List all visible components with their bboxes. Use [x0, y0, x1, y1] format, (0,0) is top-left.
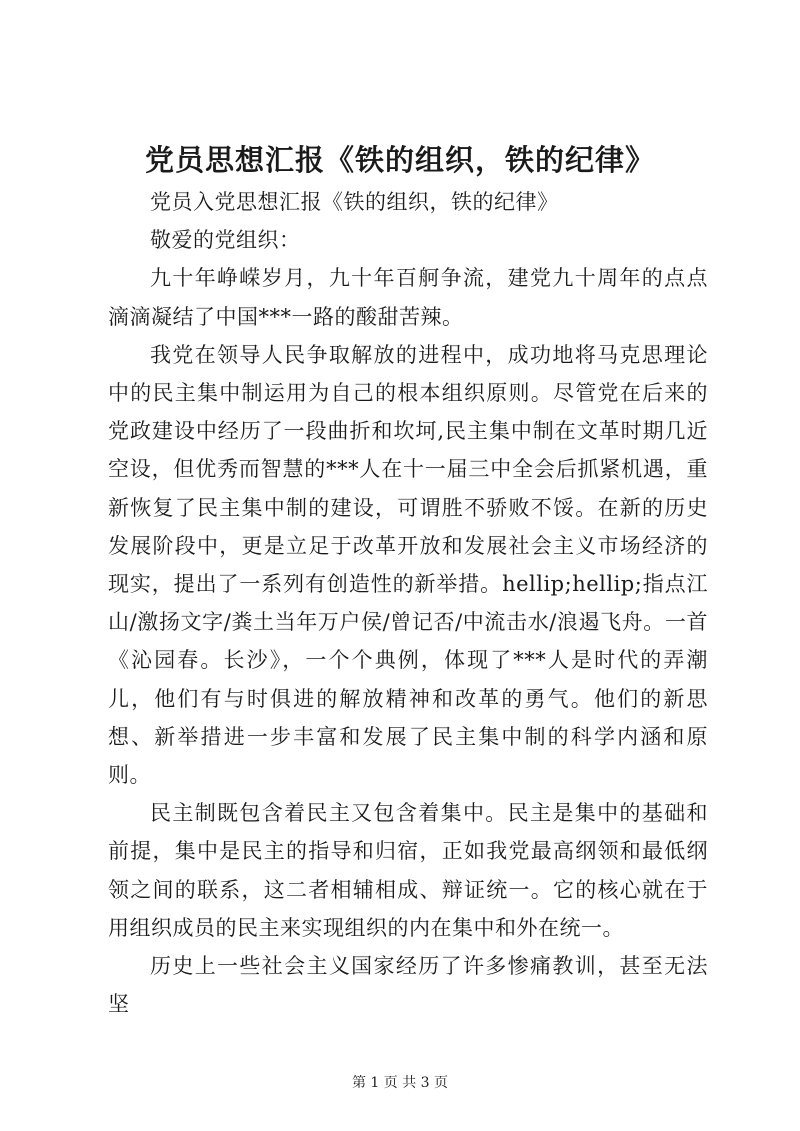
- salutation-paragraph: 敬爱的党组织：: [150, 228, 301, 253]
- page-number-footer: 第 1 页 共 3 页: [351, 1075, 449, 1091]
- subtitle-paragraph: 党员入党思想汇报《铁的组织，铁的纪律》: [150, 190, 559, 214]
- body-paragraph: 历史上一些社会主义国家经历了许多惨痛教训，甚至无法坚: [108, 954, 708, 1017]
- body-paragraph: 我党在领导人民争取解放的进程中，成功地将马克思理论中的民主集中制运用为自己的根本组织原则。尽管党在后来的党政建设中经历了一段曲折和坎坷,民主集中制在文革时期几近空设，但优秀而智慧的***人在十一届三中全会后抓紧机遇，重新恢复了民主集中制的建设，可谓胜不骄败不馁。在新的历史发展阶段中，更是立足于改革开放和发展社会主义市场经济的现实，提出了一系列有创造性的新举措。hellip;hellip;指点江山/激扬文字/粪土当年万户侯/曾记否/中流击水/浪遏飞舟。一首《沁园春。长沙》，一个个典例，体现了***人是时代的弄潮儿，他们有与时俱进的解放精神和改革的勇气。他们的新思想、新举措进一步丰富和发展了民主集中制的科学内涵和原则。: [108, 342, 708, 788]
- document-title: 党员思想汇报《铁的组织，铁的纪律》: [144, 143, 655, 177]
- document-body: [108, 183, 708, 1023]
- body-paragraph: 民主制既包含着民主又包含着集中。民主是集中的基础和前提，集中是民主的指导和归宿，正如我党最高纲领和最低纲领之间的联系，这二者相辅相成、辩证统一。它的核心就在于用组织成员的民主来实现组织的内在集中和外在统一。: [108, 801, 708, 940]
- body-paragraph: 九十年峥嵘岁月，九十年百舸争流，建党九十周年的点点滴滴凝结了中国***一路的酸甜苦辣。: [108, 266, 708, 329]
